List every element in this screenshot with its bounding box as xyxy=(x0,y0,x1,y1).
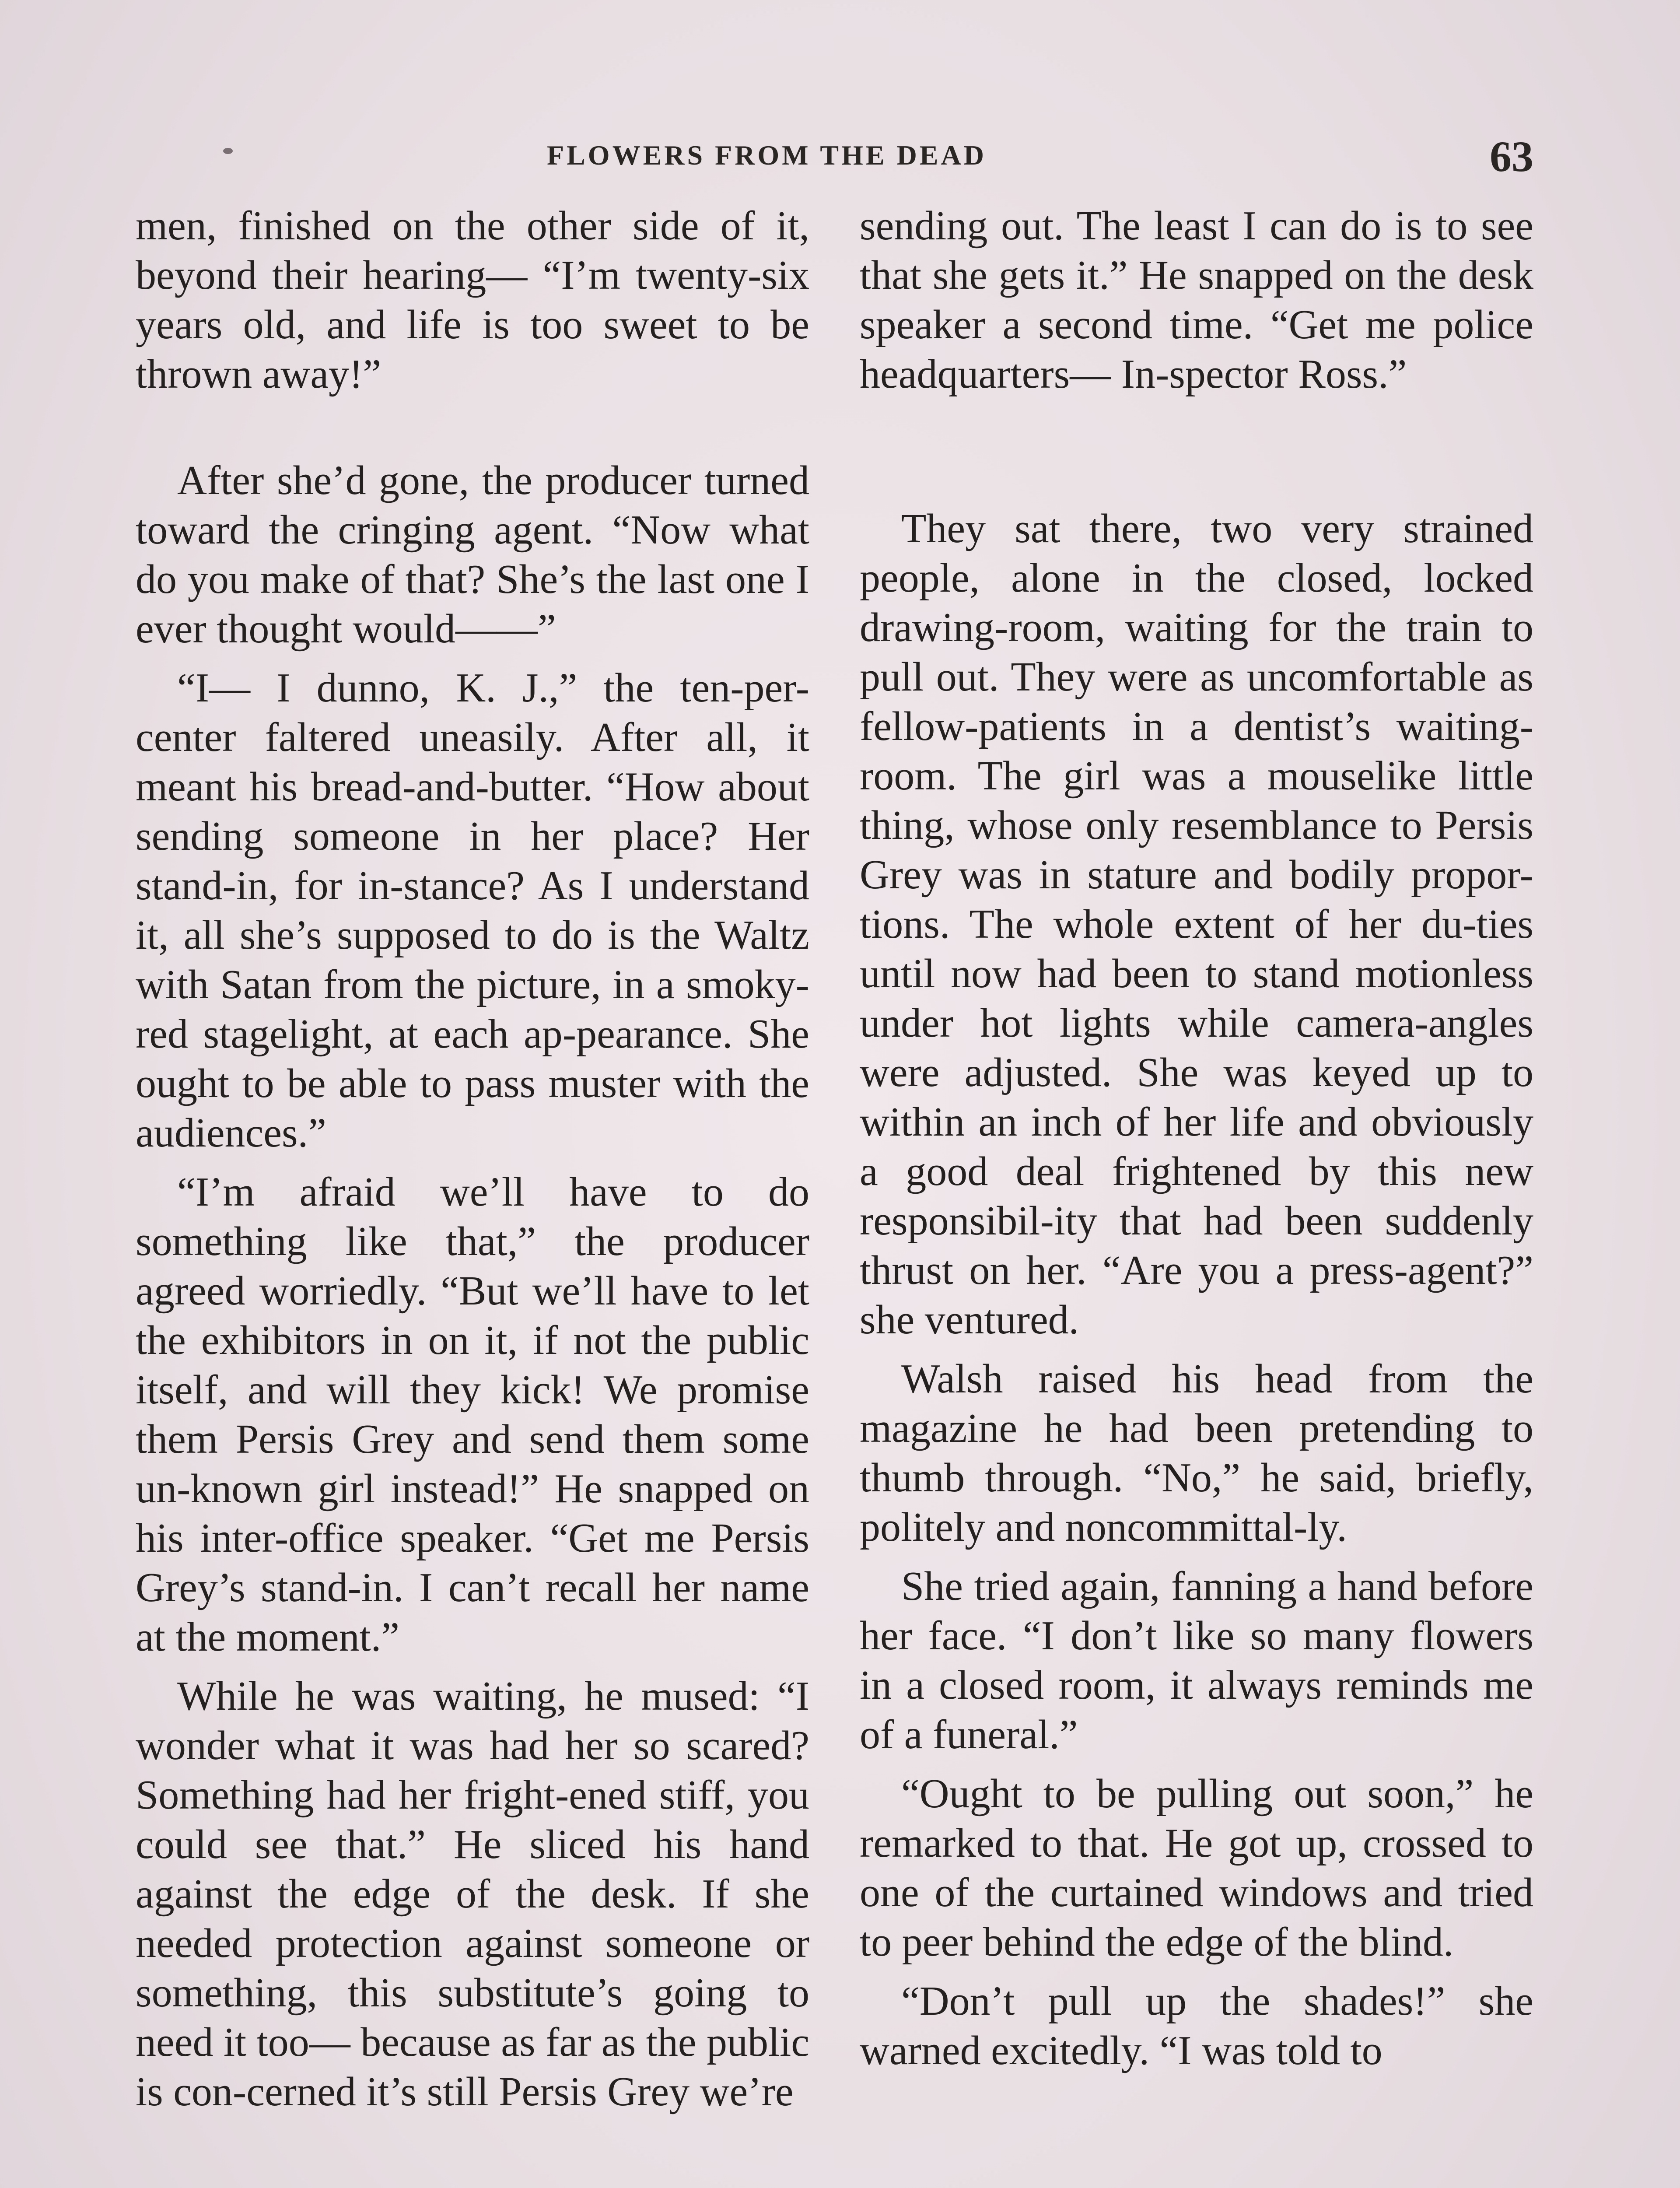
printer-mark xyxy=(223,148,233,154)
paragraph: After she’d gone, the producer turned toward the cringing agent. “Now what do you make of that? She’s the last one I ever thought would——” xyxy=(136,458,809,652)
page-number: 63 xyxy=(1490,132,1533,181)
paragraph: “I— I dunno, K. J.,” the ten-per-center faltered uneasily. After all, it meant his bread-and-butter. “How about sending someone in her place? Her stand-in, for in-stance? As I understand it, all she’s supposed to do is the Waltz with Satan from the picture, in a smoky-red stagelight, at each ap-pearance. She ought to be able to pass muster with the audiences.” xyxy=(136,665,809,1156)
paragraph: sending out. The least I can do is to see that she gets it.” He snapped on the desk speaker a second time. “Get me police headquarters— In-spector Ross.” xyxy=(860,203,1533,397)
paragraph: She tried again, fanning a hand before her face. “I don’t like so many flowers in a closed room, it always reminds me of a funeral.” xyxy=(860,1564,1533,1757)
right-column xyxy=(860,201,1533,2085)
paragraph: “I’m afraid we’ll have to do something like that,” the producer agreed worriedly. “But we’ll have to let the exhibitors in on it, if not the public itself, and will they kick! We promise them Persis Grey and send them some un-known girl instead!” He snapped on his inter-office speaker. “Get me Persis Grey’s stand-in. I can’t recall her name at the moment.” xyxy=(136,1169,809,1660)
paragraph: “Don’t pull up the shades!” she warned excitedly. “I was told to xyxy=(860,1978,1533,2073)
running-title: FLOWERS FROM THE DEAD xyxy=(547,140,987,171)
paragraph: They sat there, two very strained people, alone in the closed, locked drawing-room, waiting for the train to pull out. They were as uncomfortable as fellow-patients in a dentist’s waiting-room. The girl was a mouselike little thing, whose only resemblance to Persis Grey was in stature and bodily propor-tions. The whole extent of her du-ties until now had been to stand motionless under hot lights while camera-angles were adjusted. She was keyed up to within an inch of her life and obviously a good deal frightened by this new responsibil-ity that had been suddenly thrust on her. “Are you a press-agent?” she ventured. xyxy=(860,506,1533,1343)
paragraph: While he was waiting, he mused: “I wonder what it was had her so scared? Something had her fright-ened stiff, you could see that.” He sliced his hand against the edge of the desk. If she needed protection against someone or something, this substitute’s going to need it too— because as far as the public is con-cerned it’s still Persis Grey we’re xyxy=(136,1673,809,2114)
paragraph: Walsh raised his head from the magazine he had been pretending to thumb through. “No,” he said, briefly, politely and noncommittal-ly. xyxy=(860,1356,1533,1550)
paragraph: men, finished on the other side of it, beyond their hearing— “I’m twenty-six years old, and life is too sweet to be thrown away!” xyxy=(136,203,809,397)
left-column xyxy=(136,201,809,2126)
paragraph: “Ought to be pulling out soon,” he remarked to that. He got up, crossed to one of the curtained windows and tried to peer behind the edge of the blind. xyxy=(860,1771,1533,1965)
